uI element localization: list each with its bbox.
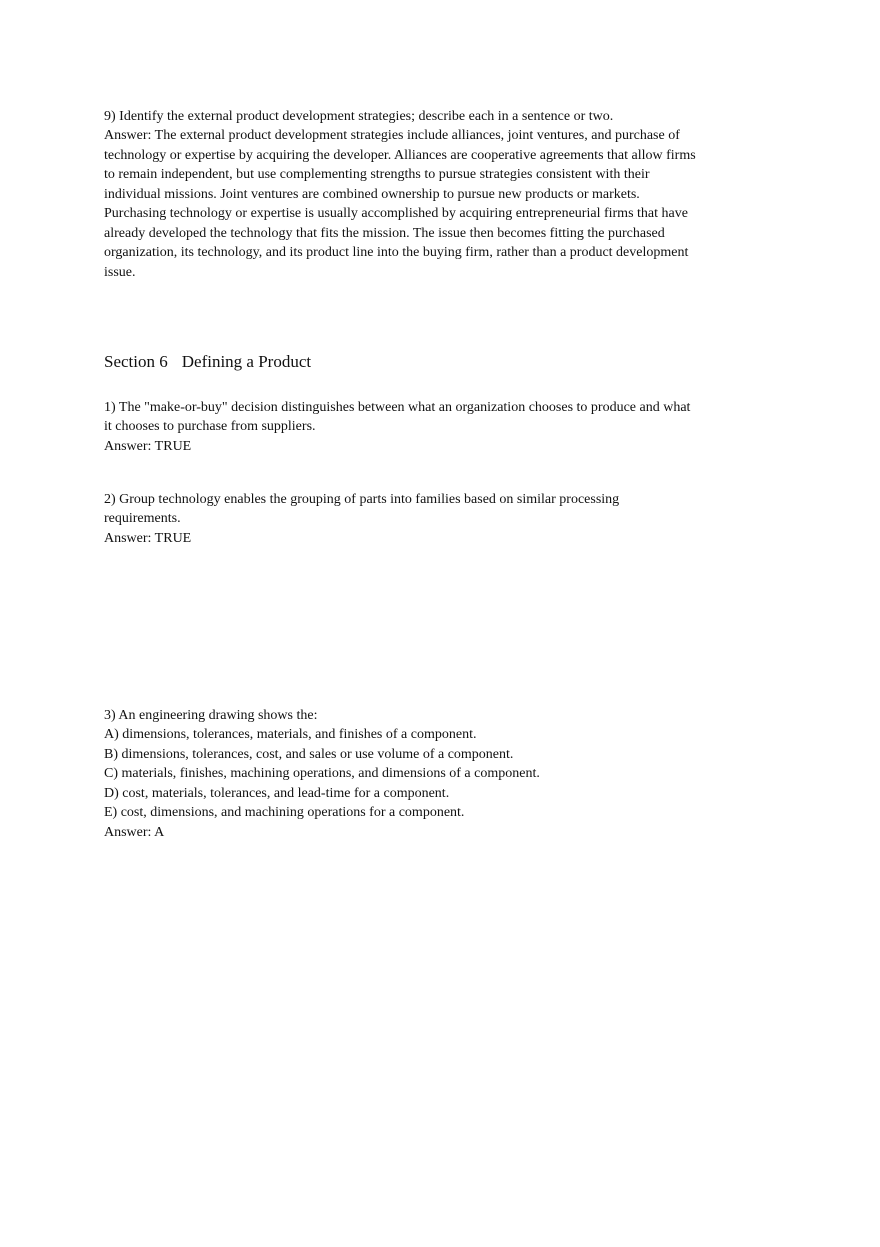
q2-question-line: requirements.: [104, 511, 181, 526]
q2-answer: Answer: TRUE: [104, 531, 192, 546]
q9-question: 9) Identify the external product development strategies; describe each in a sentence or two.: [104, 109, 614, 124]
q3-question: 3) An engineering drawing shows the:: [104, 708, 318, 723]
q3-option-c: C) materials, finishes, machining operations, and dimensions of a component.: [104, 766, 540, 781]
q1-question-line: 1) The "make-or-buy" decision distinguishes between what an organization chooses to produce and what: [104, 400, 691, 415]
q3-option-b: B) dimensions, tolerances, cost, and sales or use volume of a component.: [104, 747, 514, 762]
q9-answer-line: already developed the technology that fits the mission. The issue then becomes fitting the purchased: [104, 226, 665, 241]
q9-answer-line: individual missions. Joint ventures are combined ownership to pursue new products or markets.: [104, 187, 640, 202]
q9-answer-line: to remain independent, but use complementing strengths to pursue strategies consistent with their: [104, 167, 650, 182]
q9-answer-line: issue.: [104, 265, 136, 280]
section-title: Defining a Product: [181, 352, 312, 371]
q3-option-d: D) cost, materials, tolerances, and lead-time for a component.: [104, 786, 450, 801]
q1-answer: Answer: TRUE: [104, 439, 192, 454]
section-heading: [104, 352, 311, 372]
q1-question-line: it chooses to purchase from suppliers.: [104, 419, 316, 434]
q9-answer-line: Answer: The external product development strategies include alliances, joint ventures, and purchase of: [104, 128, 680, 143]
q9-answer-line: Purchasing technology or expertise is usually accomplished by acquiring entrepreneurial firms that have: [104, 206, 688, 221]
q3-option-e: E) cost, dimensions, and machining operations for a component.: [104, 805, 465, 820]
q2-question-line: 2) Group technology enables the grouping of parts into families based on similar processing: [104, 492, 620, 507]
section-number: Section 6: [104, 352, 168, 371]
q9-answer-line: organization, its technology, and its product line into the buying firm, rather than a product development: [104, 245, 689, 260]
q9-answer-line: technology or expertise by acquiring the developer. Alliances are cooperative agreements that allow firms: [104, 148, 696, 163]
q3-answer: Answer: A: [104, 825, 165, 840]
q3-option-a: A) dimensions, tolerances, materials, and finishes of a component.: [104, 727, 477, 742]
